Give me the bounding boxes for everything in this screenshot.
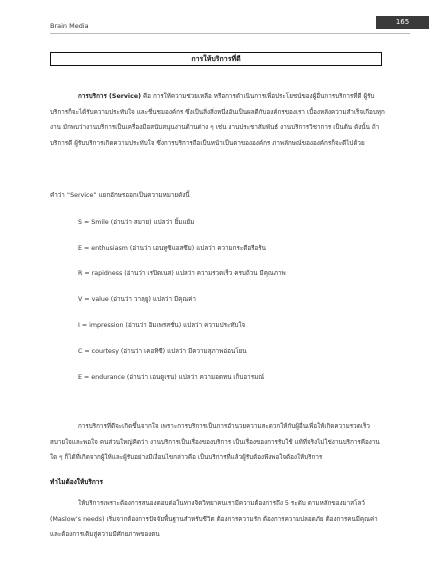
definition-item-i: I = impression (อ่านว่า อิมเพรสชั่น) แปลว่า ความประทับใจ xyxy=(78,322,246,329)
paragraph-body: คือ การให้ความช่วยเหลือ หรือการดำเนินการเพื่อประโยชน์ของผู้อื่นการบริการที่ดี ผู้รับบริการก็จะได้รับความประทับใจ และชื่นชมองค์กร ซึ่งเป็นสิ่งสิ่งหนึ่งอันเป็นผลดีกับองค์กรของเรา เบื้องหลังความสำเร็จเกือบทุกงาน มักพบว่างานบริการเป็นเครื่องมือสนับสนุนงานด้านต่าง ๆ เช่น งานประชาสัมพันธ์ งานบริการวิชาการ เป็นต้น ดังนั้น ถ้าบริการดี ผู้รับบริการเกิดความประทับใจ ซึ่งการบริการถือเป็นหน้าเป็นตาขององค์กร ภาพลักษณ์ขององค์กรก็จะดีไปด้วย xyxy=(50,93,385,147)
definition-item-e2: E = endurance (อ่านว่า เอนดูเรน) แปลว่า ความอดทน เก็บอารมณ์ xyxy=(78,374,265,381)
section-title: การให้บริการที่ดี xyxy=(50,52,382,66)
definition-item-v: V = value (อ่านว่า วาลฺยู) แปลว่า มีคุณค่า xyxy=(78,296,196,303)
service-term: การบริการ (Service) xyxy=(78,93,141,100)
section-heading-why-service: ทำไมต้องให้บริการ xyxy=(50,478,103,486)
header-divider xyxy=(50,33,410,34)
definition-item-c: C = courtesy (อ่านว่า เคอทิซี) แปลว่า มีความสุภาพอ่อนโยน xyxy=(78,348,247,355)
page-number-badge: 165 xyxy=(376,16,429,29)
paragraph-service-definition xyxy=(50,89,385,151)
header-brand: Brain Media xyxy=(50,22,89,30)
paragraph-service-from-heart: การบริการที่ดีจะเกิดขึ้นจากใจ เพราะการบริการเป็นการอำนวยความสะดวกให้กับผู้อื่นเพื่อให้เกิดความรวดเร็ว สบายใจและพอใจ คนส่วนใหญ่คิดว่า งานบริการเป็นเรื่องของบริการ เป็นเรื่องของการรับใช้ แท้ที่จริงไม่ใช่งานบริการคืองานใด ๆ ก็ได้ที่เกิดจากผู้ให้และผู้รับอย่างมีเงื่อนไขกล่าวคือ เป็นบริการที่แล้วผู้รับต้องพึงพอใจต้องให้บริการ xyxy=(50,423,380,462)
paragraph-maslow: ให้บริการเพราะต้องการสนองตอบต่อในทางจิตวิทยาคนเรามีความต้องการถึง 5 ระดับ ตามหลักของมาสโลว์ (Maslow’s needs) เริ่มจากต้องการปัจจัยพื้นฐานสำหรับชีวิต ต้องการความรัก ต้องการความปลอดภัย ต้องการคนมีคุณค่า และต้องการเติมสู่ความมีศักยภาพของตน xyxy=(50,500,378,539)
definition-item-e1: E = enthusiasm (อ่านว่า เอนทูซิแอสซึม) แปลว่า ความกระตือรือร้น xyxy=(78,245,266,252)
definitions-intro: คำว่า “Service” แยกอักษรออกเป็นความหมายดังนี้ xyxy=(50,192,190,199)
definition-item-r: R = rapidness (อ่านว่า เรปิดเนส) แปลว่า ความรวดเร็ว ครบถ้วน มีคุณภาพ xyxy=(78,270,286,277)
definition-item-s: S = Smile (อ่านว่า สมาย) แปลว่า ยิ้มแย้ม xyxy=(78,219,195,226)
